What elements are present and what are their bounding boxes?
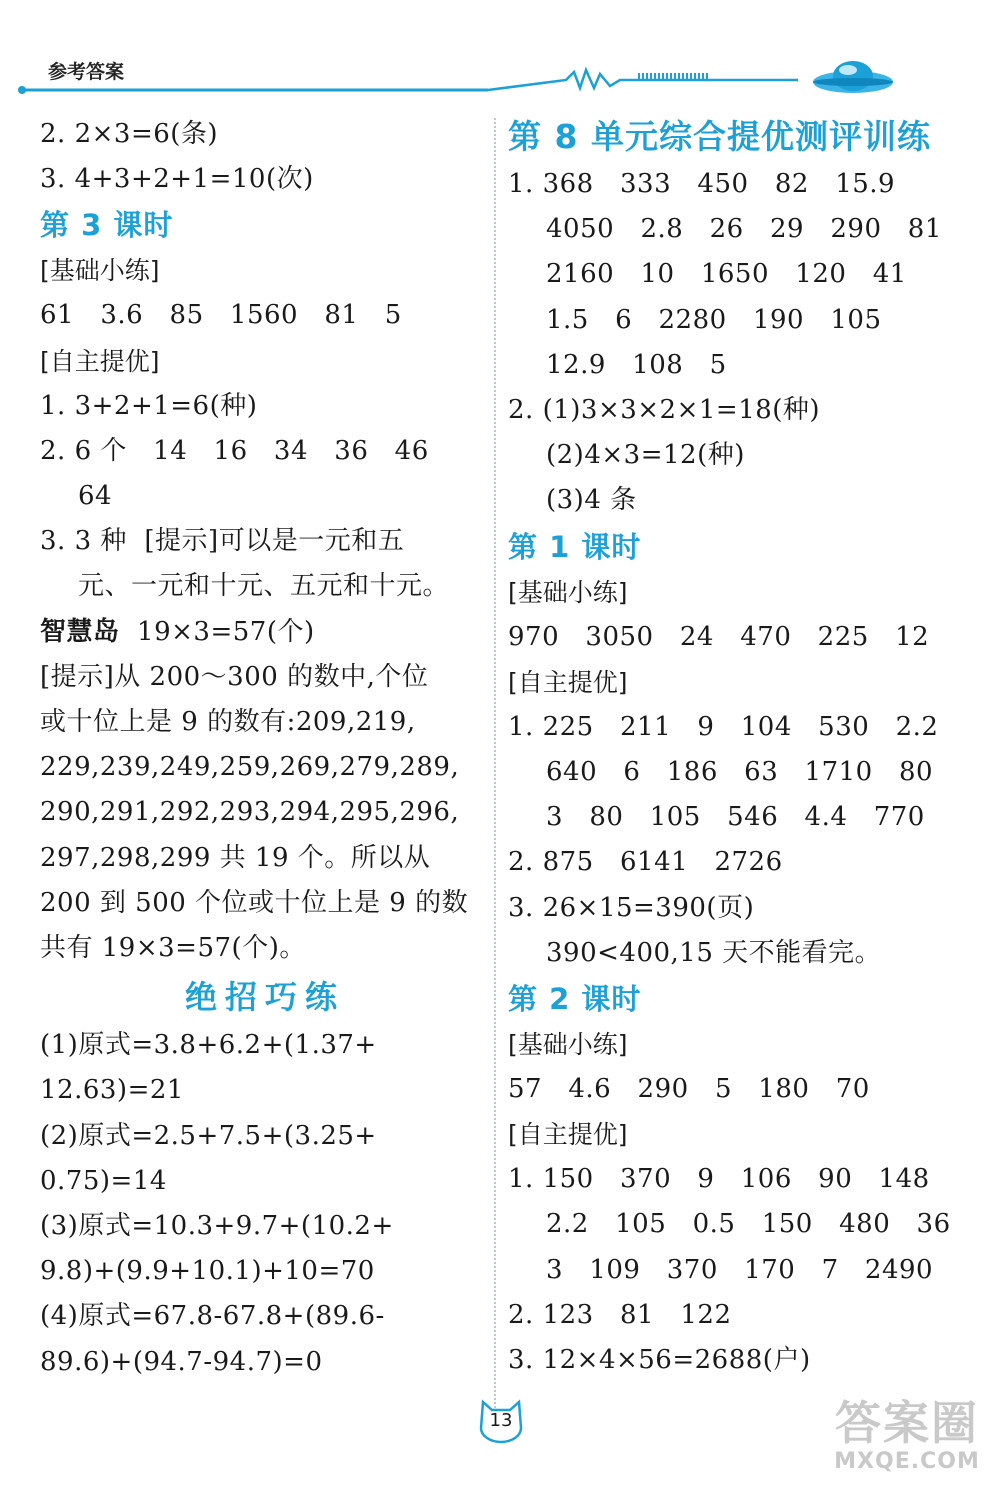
answer-line: (3)4 条 [546, 485, 637, 516]
answer-line: 0.75)=14 [40, 1165, 167, 1196]
answer-line [40, 610, 490, 655]
right-column [508, 112, 978, 1383]
page-number-text: 13 [489, 1410, 513, 1431]
section-heading: 绝招巧练 [184, 978, 345, 1017]
subsection-label: [自主提优] [508, 1120, 628, 1150]
subsection-label: [基础小练] [40, 256, 160, 286]
answer-line: 390<400,15 天不能看完。 [546, 937, 882, 968]
answer-line: 或十位上是 9 的数有:209,219, [40, 707, 416, 738]
answer-line: 12.9 108 5 [546, 349, 727, 380]
answer-line: 4050 2.8 26 29 290 81 [546, 214, 942, 245]
answer-line: 3 80 105 546 4.4 770 [546, 802, 925, 833]
answer-line: 1.5 6 2280 190 105 [546, 304, 882, 335]
answer-line: [提示]从 200～300 的数中,个位 [40, 661, 429, 692]
answer-line: 2160 10 1650 120 41 [546, 259, 907, 290]
watermark-top: 答案圈 [835, 1396, 979, 1450]
answer-line: (4)原式=67.8-67.8+(89.6- [40, 1301, 385, 1332]
lesson-heading: 第 2 课时 [508, 982, 642, 1017]
answer-line: 640 6 186 63 1710 80 [546, 757, 934, 788]
watermark-bottom: MXQE.COM [834, 1449, 980, 1474]
left-column [40, 112, 490, 1385]
header-title: 参考答案 [48, 61, 125, 83]
subsection-label: [自主提优] [40, 346, 160, 376]
answer-line: 2. 875 6141 2726 [508, 847, 783, 878]
answer-line: 1. 225 211 9 104 530 2.2 [508, 711, 939, 742]
answer-line: 57 4.6 290 5 180 70 [508, 1074, 870, 1105]
answer-line-label: 智慧岛 [40, 616, 120, 647]
answer-line: 3 109 370 170 7 2490 [546, 1254, 934, 1285]
answer-line-rest: 19×3=57(个) [119, 616, 315, 647]
answer-line: 12.63)=21 [40, 1075, 184, 1106]
page-header [0, 0, 1000, 110]
answer-line: (2)4×3=12(种) [546, 440, 745, 471]
answer-line: 3. 12×4×56=2688(户) [508, 1345, 811, 1376]
answer-line: 2. 123 81 122 [508, 1299, 732, 1330]
answer-line: 3. 4+3+2+1=10(次) [40, 164, 314, 195]
answer-line: 229,239,249,259,269,279,289, [40, 752, 460, 783]
subsection-label: [基础小练] [508, 1030, 628, 1060]
subsection-label: [基础小练] [508, 577, 628, 607]
header-decoration-line [18, 66, 808, 96]
answer-line: (2)原式=2.5+7.5+(3.25+ [40, 1120, 377, 1151]
answer-line: 2.2 105 0.5 150 480 36 [546, 1209, 951, 1240]
answer-line: 970 3050 24 470 225 12 [508, 621, 930, 652]
answer-line: 2. (1)3×3×2×1=18(种) [508, 395, 821, 426]
answer-line: 297,298,299 共 19 个。所以从 [40, 842, 431, 873]
answer-line: (1)原式=3.8+6.2+(1.37+ [40, 1030, 377, 1061]
answer-line: (3)原式=10.3+9.7+(10.2+ [40, 1211, 394, 1242]
answer-line: 共有 19×3=57(个)。 [40, 933, 306, 964]
lesson-heading: 第 3 课时 [40, 208, 174, 243]
answer-line: 元、一元和十元、五元和十元。 [78, 571, 450, 602]
answer-line: 3. 26×15=390(页) [508, 892, 755, 923]
answer-line: 9.8)+(9.9+10.1)+10=70 [40, 1256, 375, 1287]
subsection-label: [自主提优] [508, 667, 628, 697]
answer-line: 2. 6 个 14 16 34 36 46 [40, 435, 429, 466]
column-divider [494, 118, 496, 1408]
answer-line: 290,291,292,293,294,295,296, [40, 797, 460, 828]
answer-line: 89.6)+(94.7-94.7)=0 [40, 1346, 323, 1377]
watermark [822, 1398, 992, 1482]
page-number [478, 1398, 524, 1444]
answer-line: 1. 150 370 9 106 90 148 [508, 1164, 930, 1195]
answer-line: 1. 368 333 450 82 15.9 [508, 169, 896, 199]
ufo-icon [808, 52, 898, 102]
answer-line: 3. 3 种 [提示]可以是一元和五 [40, 526, 405, 557]
answer-line: 61 3.6 85 1560 81 5 [40, 300, 402, 331]
answer-line: 2. 2×3=6(条) [40, 119, 219, 149]
answer-line: 64 [78, 481, 113, 512]
lesson-heading: 第 1 课时 [508, 529, 642, 564]
answer-line: 1. 3+2+1=6(种) [40, 390, 258, 421]
unit-heading: 第 8 单元综合提优测评训练 [508, 117, 931, 156]
answer-line: 200 到 500 个位或十位上是 9 的数 [40, 887, 469, 918]
